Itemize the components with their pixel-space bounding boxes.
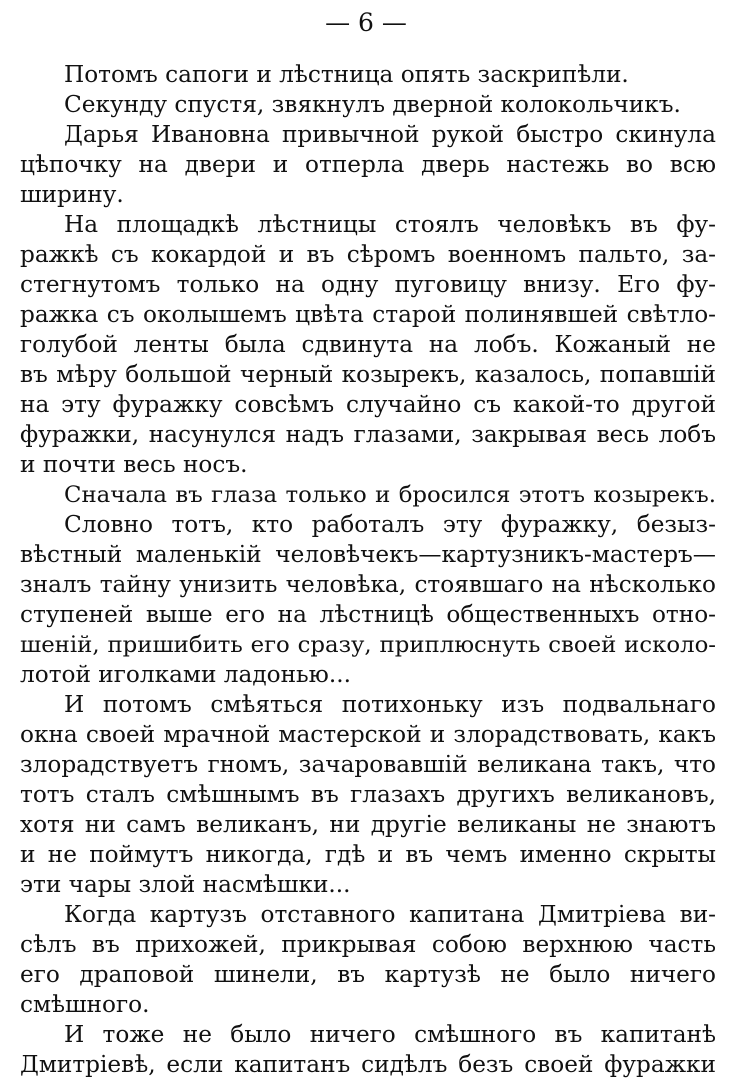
text-line: И тоже не было ничего смѣшного въ капитанѣ (64, 1021, 716, 1048)
text-line: сѣлъ въ прихожей, прикрывая собою верхнюю часть (20, 931, 716, 958)
text-line: стегнутомъ только на одну пуговицу внизу. Его фу- (20, 271, 716, 298)
text-line: злорадствуетъ гномъ, зачаровавшій великана такъ, что (20, 751, 716, 778)
text-line: на эту фуражку совсѣмъ случайно съ какой-то другой (20, 391, 716, 418)
text-line: тотъ сталъ смѣшнымъ въ глазахъ другихъ великановъ, (20, 781, 716, 808)
text-line: ражкѣ съ кокардой и въ сѣромъ военномъ пальто, за- (20, 241, 716, 268)
text-line: вѣстный маленькій человѣчекъ—картузникъ-мастеръ— (20, 541, 716, 568)
text-line: Сначала въ глаза только и бросился этотъ козырекъ. (64, 482, 716, 508)
text-line: Секунду спустя, звякнулъ дверной колокольчикъ. (64, 91, 681, 118)
text-line: Дмитріевѣ, если капитанъ сидѣлъ безъ своей фуражки (20, 1051, 716, 1078)
text-line: эти чары злой насмѣшки... (20, 871, 351, 898)
text-line: и не поймутъ никогда, гдѣ и въ чемъ именно скрыты (20, 841, 716, 868)
text-line: зналъ тайну унизить человѣка, стоявшаго на нѣсколько (20, 571, 716, 598)
text-line: Дарья Ивановна привычной рукой быстро скинула (64, 121, 716, 148)
text-line: смѣшного. (20, 991, 150, 1018)
text-line: въ мѣру большой черный козырекъ, казалось, попавшій (20, 361, 716, 388)
text-line: хотя ни самъ великанъ, ни другіе великаны не знаютъ (20, 811, 716, 838)
text-line: лотой иголками ладонью... (20, 661, 351, 688)
text-line: его драповой шинели, въ картузѣ не было ничего (20, 961, 716, 988)
text-line: окна своей мрачной мастерской и злорадствовать, какъ (20, 721, 716, 748)
text-line: ражка съ околышемъ цвѣта старой полинявшей свѣтло- (20, 301, 716, 328)
text-line: и почти весь носъ. (20, 451, 248, 478)
text-line: голубой ленты была сдвинута на лобъ. Кожаный не (20, 331, 716, 358)
text-line: фуражки, насунулся надъ глазами, закрывая весь лобъ (20, 421, 716, 448)
text-line: На площадкѣ лѣстницы стоялъ человѣкъ въ фу- (64, 211, 716, 238)
text-line: ширину. (20, 181, 124, 208)
page-number: — 6 — (325, 8, 407, 37)
text-line: Словно тотъ, кто работалъ эту фуражку, безыз- (64, 511, 716, 538)
text-line: ступеней выше его на лѣстницѣ общественныхъ отно- (20, 601, 716, 628)
text-line: Потомъ сапоги и лѣстница опять заскрипѣли. (64, 61, 629, 88)
text-line: цѣпочку на двери и отперла дверь настежь во всю (20, 151, 716, 178)
text-line: Когда картузъ отставного капитана Дмитріева ви- (64, 901, 716, 928)
page-text (20, 60, 716, 1080)
text-line: шеній, пришибить его сразу, приплюснуть своей исколо- (20, 632, 716, 658)
text-line: И потомъ смѣяться потихоньку изъ подвальнаго (64, 691, 716, 718)
